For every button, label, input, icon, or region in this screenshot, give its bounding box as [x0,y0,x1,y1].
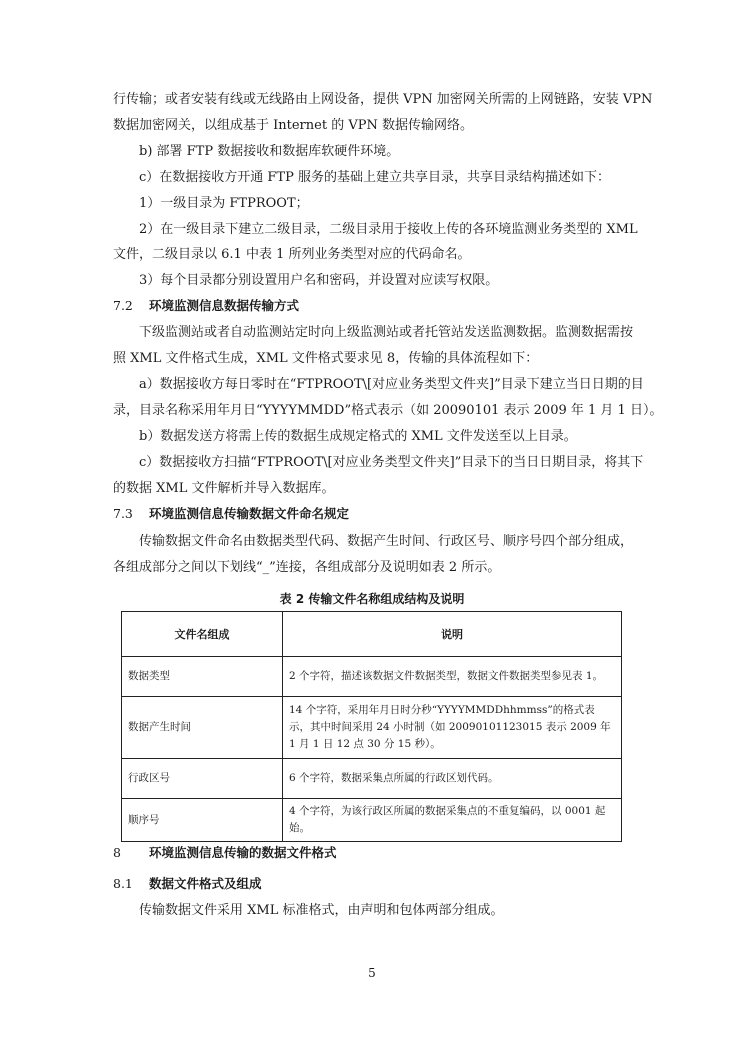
section-title: 数据文件格式及组成 [149,876,262,891]
table-cell: 数据类型 [122,657,283,697]
paragraph-line: 3）每个目录都分别设置用户名和密码，并设置对应读写权限。 [139,273,499,288]
paragraph-line: 1）一级目录为 FTPROOT； [139,196,309,211]
table-cell: 顺序号 [122,799,283,842]
table-header-row [122,612,622,657]
table-cell: 2 个字符，描述该数据文件数据类型，数据文件数据类型参见表 1。 [283,657,622,697]
paragraph-line: a）数据接收方每日零时在“FTPROOT\[对应业务类型文件夹]”目录下建立当日日期的目 [139,377,644,392]
section-number: 7.3 [113,506,133,521]
paragraph-line: 录，目录名称采用年月日“YYYYMMDD”格式表示（如 20090101 表示 2009 年 1 月 1 日）。 [113,403,663,418]
paragraph-line: 下级监测站或者自动监测站定时向上级监测站或者托管站发送监测数据。监测数据需按 [139,325,634,340]
table-cell: 6 个字符，数据采集点所属的行政区划代码。 [283,759,622,799]
table-row [122,697,622,759]
paragraph-line: 传输数据文件采用 XML 标准格式，由声明和包体两部分组成。 [139,903,504,918]
section-heading-8 [113,845,633,861]
section-title: 环境监测信息传输的数据文件格式 [149,845,337,860]
paragraph-line: 的数据 XML 文件解析并导入数据库。 [113,481,335,496]
paragraph-line: 2）在一级目录下建立二级目录，二级目录用于接收上传的各环境监测业务类型的 XML [139,222,638,237]
paragraph-line: 数据加密网关，以组成基于 Internet 的 VPN 数据传输网络。 [113,118,473,133]
table-row [122,799,622,842]
table-row [122,759,622,799]
paragraph-line: 照 XML 文件格式生成，XML 文件格式要求见 8，传输的具体流程如下： [113,351,539,366]
table-cell: 14 个字符，采用年月日时分秒“YYYYMMDDhhmmss”的格式表示，其中时间采用 24 小时制（如 20090101123015 表示 2009 年 1 月 1 日 12 点 30 分 15 秒）。 [283,697,622,759]
paragraph-line: b) 部署 FTP 数据接收和数据库软硬件环境。 [139,144,400,159]
paragraph-line: 各组成部分之间以下划线“_”连接，各组成部分及说明如表 2 所示。 [113,560,501,575]
section-heading-7-3 [113,506,633,522]
paragraph-line: c）数据接收方扫描“FTPROOT\[对应业务类型文件夹]”目录下的当日日期目录，将其下 [139,455,644,470]
paragraph-line: c）在数据接收方开通 FTP 服务的基础上建立共享目录，共享目录结构描述如下： [139,170,610,185]
table-cell: 数据产生时间 [122,697,283,759]
page-number: 5 [368,966,376,980]
section-number: 8 [113,845,121,860]
table-cell: 行政区号 [122,759,283,799]
paragraph-line: 传输数据文件命名由数据类型代码、数据产生时间、行政区号、顺序号四个部分组成， [139,534,634,549]
section-number: 7.2 [113,298,133,313]
section-heading-8-1 [113,876,633,892]
table-cell: 4 个字符，为该行政区所属的数据采集点的不重复编码，以 0001 起始。 [283,799,622,842]
section-title: 环境监测信息数据传输方式 [149,298,300,313]
file-name-table [121,611,622,842]
paragraph-line: 文件，二级目录以 6.1 中表 1 所列业务类型对应的代码命名。 [113,247,471,262]
table-header-cell: 说明 [283,612,622,657]
section-title: 环境监测信息传输数据文件命名规定 [149,506,350,521]
table-header-cell: 文件名组成 [122,612,283,657]
paragraph-line: 行传输；或者安装有线或无线路由上网设备，提供 VPN 加密网关所需的上网链路，安装 VPN [113,92,653,107]
table-row [122,657,622,697]
paragraph-line: b）数据发送方将需上传的数据生成规定格式的 XML 文件发送至以上目录。 [139,429,577,444]
section-number: 8.1 [113,876,133,891]
table-caption: 表 2 传输文件名称组成结构及说明 [279,592,465,606]
section-heading-7-2 [113,298,633,314]
